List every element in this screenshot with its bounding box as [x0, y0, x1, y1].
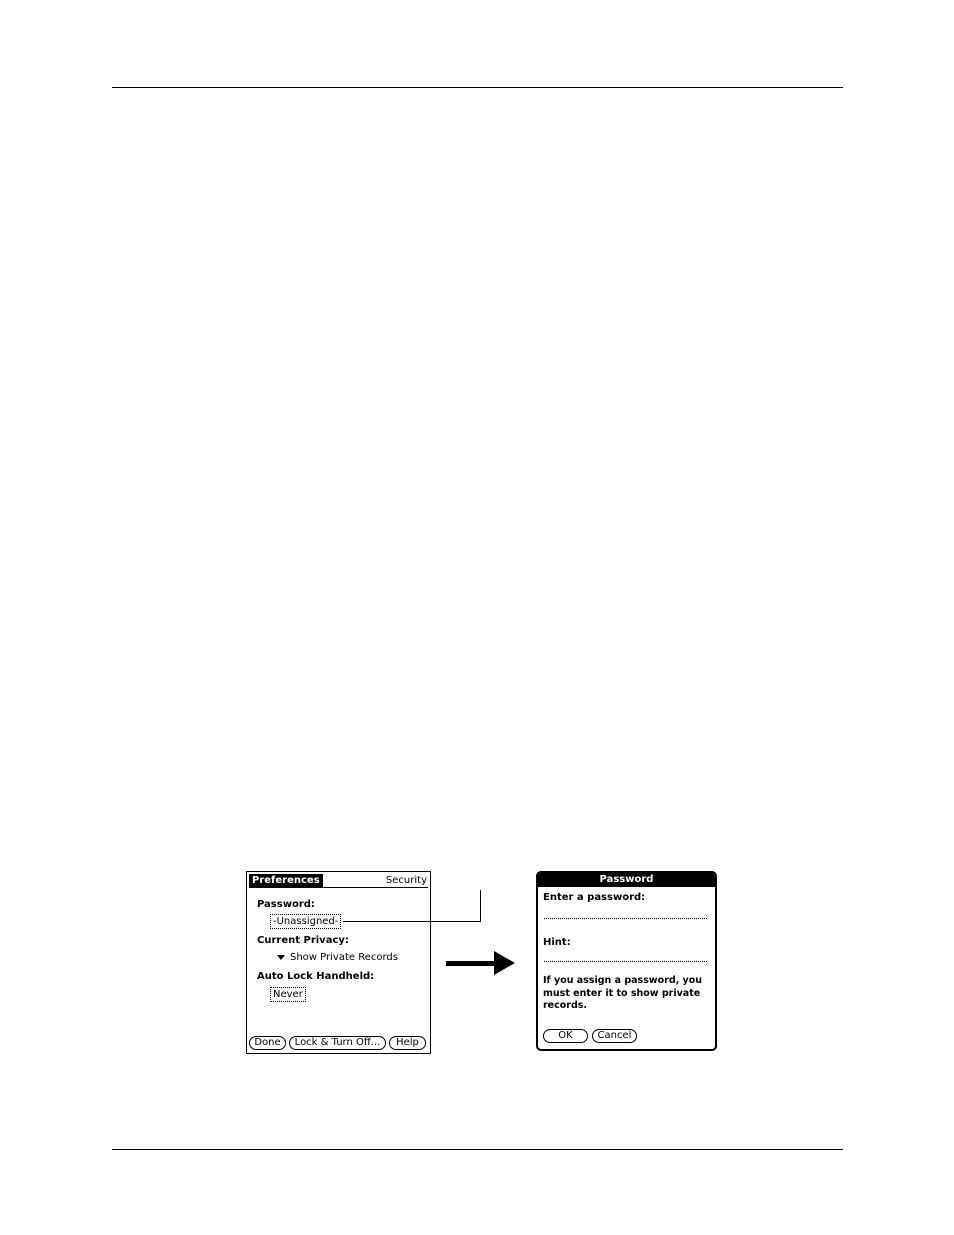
privacy-dropdown[interactable]	[277, 952, 398, 964]
header-rule	[112, 87, 843, 88]
panel-picker[interactable]: Security	[385, 875, 427, 886]
title-underline	[249, 887, 428, 888]
callout-line	[343, 921, 481, 922]
arrow-head	[494, 951, 515, 975]
arrow-shaft	[446, 961, 496, 966]
security-preferences-screen	[246, 871, 431, 1054]
auto-lock-field[interactable]: Never	[270, 987, 306, 1002]
hint-label: Hint:	[543, 937, 571, 948]
help-button[interactable]: Help	[389, 1036, 426, 1050]
cancel-button[interactable]: Cancel	[592, 1029, 637, 1043]
dialog-title: Password	[538, 873, 715, 887]
callout-line-vertical	[480, 890, 481, 921]
ok-button[interactable]: OK	[543, 1029, 588, 1043]
password-field[interactable]: -Unassigned-	[270, 914, 341, 929]
password-label: Password:	[257, 899, 315, 910]
footer-rule	[112, 1149, 843, 1150]
current-privacy-label: Current Privacy:	[257, 935, 349, 946]
dropdown-triangle-icon	[277, 955, 285, 960]
done-button[interactable]: Done	[249, 1036, 286, 1050]
dialog-message: If you assign a password, you must enter it to show private records.	[543, 975, 703, 1011]
auto-lock-label: Auto Lock Handheld:	[257, 971, 375, 982]
lock-turn-off-button[interactable]: Lock & Turn Off...	[289, 1036, 386, 1050]
password-input[interactable]	[544, 918, 707, 919]
password-dialog	[536, 871, 717, 1051]
app-title-tab[interactable]: Preferences	[249, 874, 323, 887]
hint-input[interactable]	[544, 961, 707, 962]
privacy-value: Show Private Records	[290, 952, 398, 963]
enter-password-label: Enter a password:	[543, 892, 646, 903]
